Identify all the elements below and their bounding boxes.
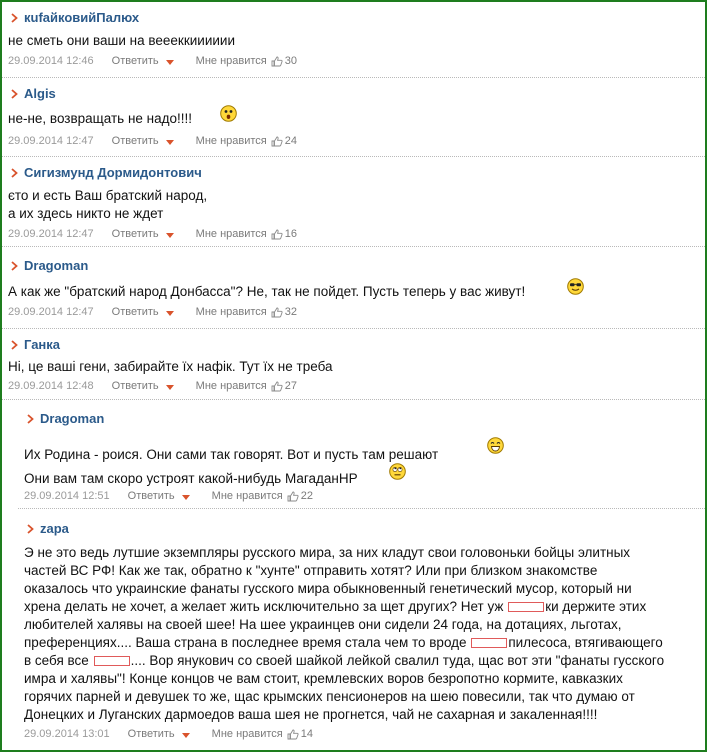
reply-button[interactable]: Ответить [127, 490, 175, 502]
comment-text [24, 443, 438, 491]
author-link[interactable]: Dragoman [24, 258, 89, 273]
comment-line: любителей халявы на своей шее! На шее украинцев они сидели 24 года, на дотациях, льготах, [24, 617, 622, 632]
comment-date: 29.09.2014 12:51 [24, 490, 110, 502]
comment-text [8, 32, 235, 50]
comment-header [10, 86, 56, 101]
chevron-right-icon [10, 260, 18, 271]
comment-header [10, 258, 88, 273]
comment-text-fragment: .... Вор янукович со своей шайкой лейкой свалил туда, щас вот эти "фанаты гусского [130, 653, 665, 668]
like-count: 14 [300, 728, 314, 740]
comment-line: имра и халявы"! Конце концов че вам стоит, кремлевских воров безропотно кормите, кавказких [24, 671, 623, 686]
like-count: 22 [300, 490, 314, 502]
author-link[interactable]: Ганка [24, 337, 61, 352]
author-link[interactable]: Dragoman [40, 411, 105, 426]
thumbs-up-icon[interactable] [271, 307, 283, 318]
author-link[interactable]: кufайковийПалюх [24, 10, 140, 25]
chevron-right-icon [10, 339, 18, 350]
comment-line: а их здесь никто не ждет [8, 206, 164, 221]
comment-line: А как же "братский народ Донбасса"? Не, так не пойдет. Пусть теперь у вас живут! [8, 284, 526, 299]
like-count: 32 [284, 306, 298, 318]
comment-meta [8, 228, 297, 240]
chevron-right-icon [10, 167, 18, 178]
thumbs-up-icon[interactable] [271, 381, 283, 392]
like-button[interactable]: Мне нравится [195, 135, 267, 147]
like-button[interactable]: Мне нравится [211, 490, 283, 502]
chevron-right-icon [10, 88, 18, 99]
like-count: 16 [284, 228, 298, 240]
comment-line: Э не это ведь лутшие экземпляры русского мира, за них кладут свои головоньки бойцы элитных [24, 545, 631, 560]
reply-dropdown-icon[interactable] [166, 385, 174, 390]
comment-text [24, 544, 664, 724]
comment-header [10, 337, 60, 352]
comment-date: 29.09.2014 12:46 [8, 55, 94, 67]
reply-dropdown-icon[interactable] [182, 733, 190, 738]
comment-text-fragment: хрена делать не хочет, а желает жить исключительно за щет других? Нет уж [24, 599, 504, 614]
reply-button[interactable]: Ответить [111, 55, 159, 67]
comment-text [8, 110, 192, 128]
reply-dropdown-icon[interactable] [182, 495, 190, 500]
like-button[interactable]: Мне нравится [195, 228, 267, 240]
thumbs-up-icon[interactable] [271, 229, 283, 240]
comment-date: 29.09.2014 12:47 [8, 135, 94, 147]
comment-header [26, 411, 104, 426]
comment-line: горячих парней и девушек то же, щас крымских пенсионеров на шею повесили, так что думаю от [24, 689, 635, 704]
comment-text-fragment: пилесоса, втягивающего [508, 635, 663, 650]
like-button[interactable]: Мне нравится [195, 55, 267, 67]
like-count: 30 [284, 55, 298, 67]
reply-button[interactable]: Ответить [111, 135, 159, 147]
comment-line [24, 598, 664, 616]
reply-dropdown-icon[interactable] [166, 60, 174, 65]
reply-dropdown-icon[interactable] [166, 311, 174, 316]
comment-date: 29.09.2014 13:01 [24, 728, 110, 740]
author-link[interactable]: zapa [40, 521, 69, 536]
author-link[interactable]: Algis [24, 86, 56, 101]
comment-header [26, 521, 69, 536]
comment [2, 157, 705, 247]
comment-text-fragment: ки держите этих [545, 599, 647, 614]
chevron-right-icon [26, 523, 34, 534]
comment-line: Ні, це ваші гени, забирайте їх нафік. Тут їх не треба [8, 359, 333, 374]
like-count: 24 [284, 135, 298, 147]
thumbs-up-icon[interactable] [287, 729, 299, 740]
comment-date: 29.09.2014 12:48 [8, 380, 94, 392]
comment-meta [8, 380, 297, 392]
reply-button[interactable]: Ответить [127, 728, 175, 740]
comment-text [8, 283, 525, 301]
surprised-smiley-icon [220, 105, 237, 122]
laughing-smiley-icon [487, 437, 504, 454]
comment [2, 247, 705, 329]
reply-button[interactable]: Ответить [111, 380, 159, 392]
comment-text-fragment: в себя все [24, 653, 89, 668]
comment-meta [8, 306, 297, 318]
reply-button[interactable]: Ответить [111, 306, 159, 318]
comment-line: не сметь они ваши на веееккииииии [8, 33, 235, 48]
like-button[interactable]: Мне нравится [195, 306, 267, 318]
censored-word [94, 656, 130, 666]
comment-meta [8, 135, 297, 147]
comment-meta [24, 490, 313, 502]
comment-meta [24, 728, 313, 740]
comment-reply [2, 400, 705, 509]
author-link[interactable]: Сигизмунд Дормидонтович [24, 165, 202, 180]
comment [2, 78, 705, 157]
comment-line: Они вам там скоро устроят какой-нибудь МагаданНР [24, 471, 358, 486]
comment-header [10, 10, 139, 25]
comment-line [24, 652, 664, 670]
reply-button[interactable]: Ответить [111, 228, 159, 240]
comment-header [10, 165, 202, 180]
comment-date: 29.09.2014 12:47 [8, 228, 94, 240]
like-button[interactable]: Мне нравится [195, 380, 267, 392]
rolling-eyes-smiley-icon [389, 463, 406, 480]
thumbs-up-icon[interactable] [271, 136, 283, 147]
comment-line: Их Родина - роися. Они сами так говорят. Вот и пусть там решают [24, 447, 439, 462]
comment-line: Донецких и Луганских дармоедов ваша шея не прогнется, чай не сахарная и закаленная!!!! [24, 707, 598, 722]
comment-reply [2, 509, 705, 750]
chevron-right-icon [10, 12, 18, 23]
like-button[interactable]: Мне нравится [211, 728, 283, 740]
reply-dropdown-icon[interactable] [166, 140, 174, 145]
comment-line: оказалось что украинские фанаты гусского мира обыкновенный генетический мусор, который ни [24, 581, 632, 596]
censored-word [508, 602, 544, 612]
comment-date: 29.09.2014 12:47 [8, 306, 94, 318]
chevron-right-icon [26, 413, 34, 424]
comment-line: не-не, возвращать не надо!!!! [8, 111, 193, 126]
thumbs-up-icon[interactable] [287, 491, 299, 502]
thumbs-up-icon[interactable] [271, 56, 283, 67]
like-count: 27 [284, 380, 298, 392]
comment-text [8, 187, 207, 223]
comment-line: частей ВС РФ! Как же так, обратно к "хунте" отправить хотят? Или при близком знакомстве [24, 563, 598, 578]
comment-meta [8, 55, 297, 67]
comment-text [8, 358, 333, 376]
comment-text-fragment: преференциях.... Ваша страна в последнее время стала чем то вроде [24, 635, 467, 650]
censored-word [471, 638, 507, 648]
reply-dropdown-icon[interactable] [166, 233, 174, 238]
comment [2, 2, 705, 78]
comment-line [24, 634, 664, 652]
sunglasses-smiley-icon [567, 278, 584, 295]
comment [2, 329, 705, 400]
comment-line: єто и есть Ваш братский народ, [8, 188, 208, 203]
